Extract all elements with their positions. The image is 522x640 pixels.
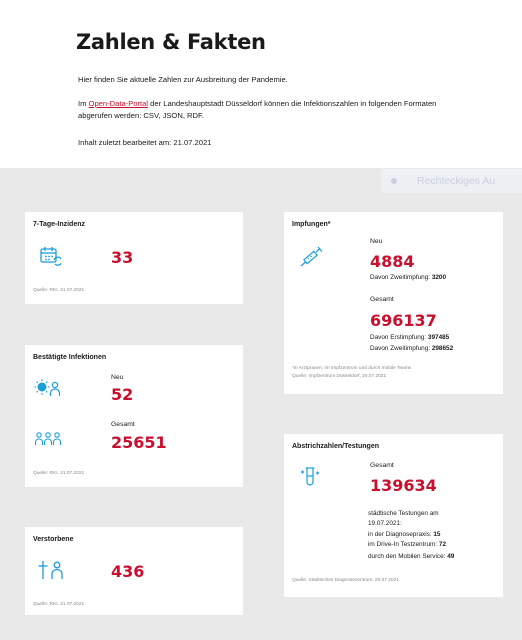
new-second-dose: Davon Zweitimpfung: 3200: [370, 274, 447, 281]
tests-mobile: durch den Mobilen Service: 49: [368, 553, 455, 560]
tests-card: [284, 434, 503, 597]
card-title: Verstorbene: [33, 536, 74, 543]
tests-line1: städtische Testungen am: [368, 510, 439, 517]
card-title: Bestätigte Infektionen: [33, 354, 107, 361]
test-tube-icon: [298, 464, 322, 490]
deaths-card: [25, 527, 243, 615]
source-text: Quelle: Städtisches Diagnosezentrum, 20.07.2021: [292, 578, 399, 583]
card-title: Abstrichzahlen/Testungen: [292, 443, 379, 450]
new-label: Neu: [111, 374, 124, 381]
cross-person-icon: [37, 559, 65, 581]
open-data-portal-link[interactable]: Open-Data-Portal: [88, 99, 149, 108]
intro-text: Hier finden Sie aktuelle Zahlen zur Ausbreitung der Pandemie.: [78, 75, 288, 84]
card-title: Impfungen*: [292, 221, 331, 228]
circle-icon: [391, 178, 397, 184]
incidence-value: 33: [111, 248, 134, 267]
total-vaccinations-value: 696137: [370, 311, 437, 330]
tests-line2: 19.07.2021:: [368, 520, 402, 527]
vaccinations-card: [284, 212, 503, 394]
infections-card: [25, 345, 243, 487]
portal-text: [78, 98, 458, 122]
deaths-value: 436: [111, 562, 145, 581]
second-dose: Davon Zweitimpfung: 298652: [370, 345, 454, 352]
incidence-card: [25, 212, 243, 304]
total-infections-value: 25651: [111, 433, 167, 452]
source-text: Quelle: RKI, 21.07.2021: [33, 288, 85, 293]
source-text: Quelle: Impfzentrum Düsseldorf, 20.07.2021: [292, 374, 387, 379]
last-edited: Inhalt zuletzt bearbeitet am: 21.07.2021: [78, 138, 212, 147]
portal-suffix: der Landeshauptstadt Düsseldorf können die Infektionszahlen in folgenden Formaten abgerufen werden: CSV, JSON, RDF.: [78, 99, 437, 120]
overlay-label: Rechteckiges Au: [417, 175, 496, 187]
card-title: 7-Tage-Inzidenz: [33, 221, 85, 228]
page-title: Zahlen & Fakten: [76, 30, 266, 54]
new-label: Neu: [370, 238, 383, 245]
shape-overlay[interactable]: [381, 169, 522, 193]
portal-prefix: Im: [78, 99, 89, 108]
calendar-icon: [39, 245, 61, 267]
new-infections-value: 52: [111, 385, 134, 404]
total-label: Gesamt: [370, 462, 394, 469]
total-label: Gesamt: [370, 296, 394, 303]
source-text: Quelle: RKI, 21.07.2021: [33, 602, 85, 607]
total-tests-value: 139634: [370, 476, 437, 495]
virus-person-icon: [34, 378, 62, 398]
tests-drive-in: im Drive-In Testzentrum: 72: [368, 541, 447, 548]
first-dose: Davon Erstimpfung: 397485: [370, 334, 450, 341]
new-vaccinations-value: 4884: [370, 252, 415, 271]
header-section: [0, 0, 522, 168]
footnote-text: *in Arztpraxen, im Impfzentrum und durch mobile Teams: [292, 366, 412, 371]
tests-praxis: in der Diagnosepraxis: 15: [368, 531, 441, 538]
total-label: Gesamt: [111, 421, 135, 428]
source-text: Quelle: RKI, 21.07.2021: [33, 471, 85, 476]
syringe-icon: [298, 246, 324, 272]
group-icon: [34, 431, 62, 447]
